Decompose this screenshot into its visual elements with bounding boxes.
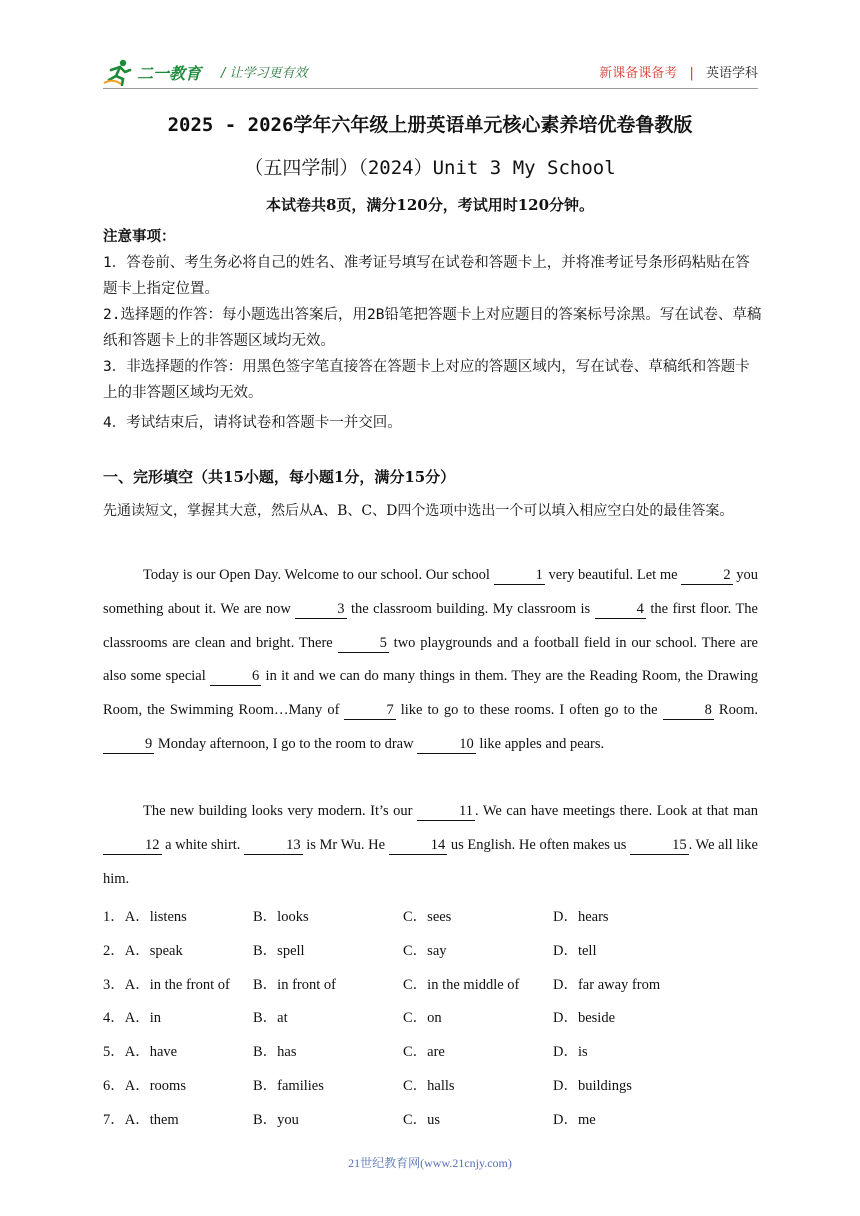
passage-text: two playgrounds and a football field in our school. There are also some special — [103, 634, 758, 685]
answer-blank: 5 — [338, 634, 389, 653]
option-b: B．you — [253, 1111, 299, 1128]
option-a: 1．A．listens — [103, 909, 187, 925]
passage-text: the first floor. The classrooms are clean and bright. There — [103, 600, 758, 651]
slogan: / 让学习更有效 — [221, 66, 308, 81]
option-a: 3．A．in the front of — [103, 976, 230, 993]
option-b: B．families — [253, 1077, 324, 1094]
option-d: D．hears — [553, 909, 609, 925]
question-row — [103, 1032, 763, 1066]
answer-blank: 13 — [244, 836, 303, 855]
header-subject — [599, 62, 758, 81]
option-d: D．me — [553, 1111, 596, 1128]
answer-blank: 4 — [595, 600, 646, 619]
passage-paragraph-2 — [103, 795, 758, 896]
answer-blank: 14 — [389, 836, 448, 855]
option-b: B．spell — [253, 942, 305, 959]
option-d: D．tell — [553, 942, 597, 959]
option-b: B．in front of — [253, 976, 336, 993]
section-instruction: 先通读短文，掌握其大意，然后从A、B、C、D四个选项中选出一个可以填入相应空白处的最佳答案。 — [103, 503, 734, 519]
notice-item-2: 2.选择题的作答：每小题选出答案后，用2B铅笔把答题卡上对应题目的答案标号涂黑。写在试卷、草稿纸和答题卡上的非答题区域均无效。 — [103, 307, 762, 349]
exam-info: 本试卷共8页，满分120分，考试用时120分钟。 — [265, 196, 595, 214]
page-header — [103, 58, 758, 88]
runner-logo-icon — [103, 58, 133, 86]
header-divider — [103, 88, 758, 89]
answer-blank: 2 — [681, 566, 732, 585]
question-row — [103, 897, 763, 931]
answer-blank: 6 — [210, 667, 261, 686]
answer-blank: 3 — [295, 600, 346, 619]
option-d: D．far away from — [553, 976, 661, 993]
answer-blank: 10 — [417, 735, 476, 754]
option-b: B．has — [253, 1044, 297, 1061]
question-row — [103, 931, 763, 965]
page-title-line-1: 2025 - 2026学年六年级上册英语单元核心素养培优卷鲁教版 — [167, 114, 693, 136]
option-c: C．in the middle of — [403, 976, 520, 993]
option-b: B．looks — [253, 909, 309, 925]
passage-text: like apples and pears. — [475, 735, 605, 752]
question-row — [103, 1100, 763, 1134]
option-c: C．halls — [403, 1077, 455, 1094]
passage-text: Monday afternoon, I go to the room to draw — [154, 735, 418, 752]
passage-text: you something about it. We are now — [103, 567, 759, 617]
passage-text: the classroom building. My classroom is — [346, 600, 595, 617]
header-subject-label: 英语学科 — [705, 66, 758, 81]
question-options — [103, 897, 763, 1134]
answer-blank: 8 — [663, 701, 714, 720]
question-row — [103, 965, 763, 999]
option-a: 7．A．them — [103, 1111, 179, 1128]
option-d: D．is — [553, 1044, 588, 1061]
passage-text: Room. — [713, 702, 758, 719]
question-row — [103, 998, 763, 1032]
notice-heading: 注意事项： — [103, 229, 176, 245]
option-d: D．buildings — [553, 1077, 632, 1094]
notice-item-4: 4．考试结束后，请将试卷和答题卡一并交回。 — [103, 415, 402, 431]
passage-text: in it and we can do many things in them. They are the Reading Room, the Drawing Room, the Swimming Room…Many of — [103, 668, 758, 719]
page-footer: 21世纪教育网(www.21cnjy.com) — [348, 1156, 512, 1170]
option-c: C．sees — [403, 909, 452, 925]
question-row — [103, 1066, 763, 1100]
answer-blank: 1 — [494, 566, 545, 585]
passage-text: The new building looks very modern. It’s our — [143, 803, 417, 819]
logo-text: 二一教育 — [137, 63, 202, 83]
logo — [103, 58, 201, 86]
passage-text: us English. He often makes us — [447, 836, 631, 853]
passage-text: is Mr Wu. He — [302, 836, 389, 853]
answer-blank: 15 — [630, 836, 689, 855]
option-a: 2．A．speak — [103, 942, 183, 959]
passage-text: a white shirt. — [161, 836, 245, 853]
passage-text: Today is our Open Day. Welcome to our school. Our school — [143, 567, 494, 583]
option-a: 6．A．rooms — [103, 1077, 186, 1094]
section-heading: 一、完形填空（共15小题，每小题1分，满分15分） — [103, 468, 456, 486]
option-c: C．are — [403, 1044, 445, 1061]
option-d: D．beside — [553, 1010, 616, 1027]
option-c: C．on — [403, 1010, 442, 1027]
passage-text: like to go to these rooms. I often go to the — [395, 702, 663, 719]
answer-blank: 12 — [103, 836, 162, 855]
option-a: 4．A．in — [103, 1010, 161, 1027]
option-b: B．at — [253, 1010, 288, 1027]
notice-item-3: 3．非选择题的作答：用黑色签字笔直接答在答题卡上对应的答题区域内，写在试卷、草稿纸和答题卡上的非答题区域均无效。 — [103, 359, 750, 401]
option-c: C．us — [403, 1111, 441, 1128]
answer-blank: 9 — [103, 735, 154, 754]
header-category: 新课备课备考 — [599, 66, 678, 81]
answer-blank: 7 — [344, 701, 395, 720]
header-separator: | — [689, 66, 694, 81]
option-a: 5．A．have — [103, 1044, 178, 1061]
passage-text: very beautiful. Let me — [544, 567, 682, 583]
passage-text: . We all like him. — [103, 836, 758, 887]
passage-text: . We can have meetings there. Look at that man — [474, 803, 758, 819]
notice-item-1: 1．答卷前、考生务必将自己的姓名、准考证号填写在试卷和答题卡上，并将准考证号条形码粘贴在答题卡上指定位置。 — [103, 255, 750, 297]
answer-blank: 11 — [417, 802, 475, 821]
option-c: C．say — [403, 942, 447, 959]
passage-paragraph-1 — [103, 559, 758, 762]
page-title-line-2: （五四学制）（2024）Unit 3 My School — [244, 157, 616, 179]
